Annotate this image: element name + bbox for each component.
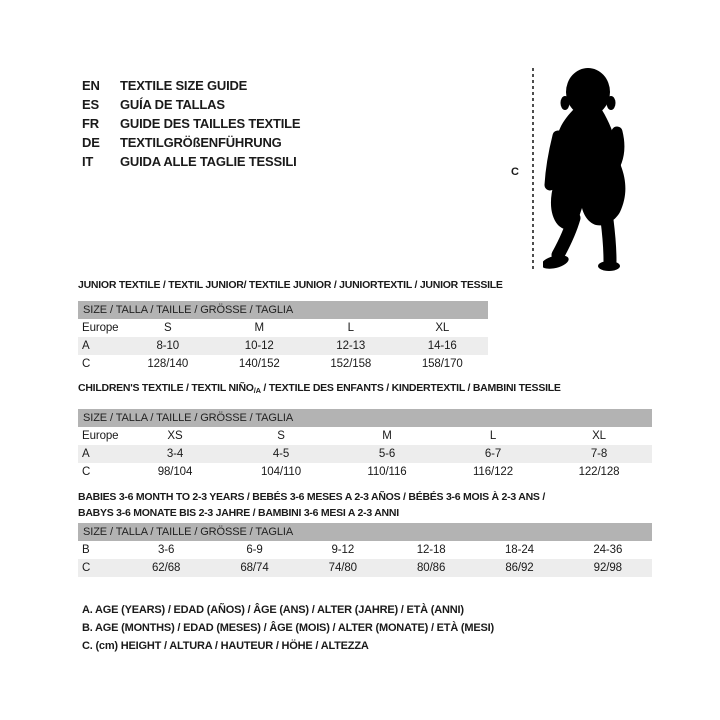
cell-value: 7-8 bbox=[590, 448, 608, 460]
table-row-c bbox=[78, 559, 652, 577]
title-line: BABIES 3-6 MONTH TO 2-3 YEARS / BEBÉS 3-6 MESES A 2-3 AÑOS / BÉBÉS 3-6 MOIS À 2-3 ANS / bbox=[78, 491, 546, 503]
language-row-es bbox=[82, 95, 300, 114]
table-row-a bbox=[78, 337, 488, 355]
cell-value: 80/86 bbox=[417, 562, 446, 574]
legend-note-c: C. (cm) HEIGHT / ALTURA / HAUTEUR / HÖHE / ALTEZZA bbox=[82, 640, 369, 652]
legend-note-a: A. AGE (YEARS) / EDAD (AÑOS) / ÂGE (ANS) / ALTER (JAHRE) / ETÀ (ANNI) bbox=[82, 604, 464, 616]
table-row-europe bbox=[78, 319, 488, 337]
cell-value: 12-18 bbox=[416, 544, 446, 556]
cell-value: 9-12 bbox=[331, 544, 355, 556]
table-header-bar: SIZE / TALLA / TAILLE / GRÖSSE / TAGLIA bbox=[78, 409, 652, 427]
cell-value: 62/68 bbox=[152, 562, 181, 574]
language-label: TEXTILGRÖßENFÜHRUNG bbox=[120, 135, 282, 150]
language-label: GUÍA DE TALLAS bbox=[120, 97, 225, 112]
cell-value: 92/98 bbox=[593, 562, 622, 574]
cell-value: 3-6 bbox=[158, 544, 175, 556]
junior-textile-section bbox=[78, 279, 503, 373]
row-label: C bbox=[82, 562, 91, 574]
cell-value: 68/74 bbox=[240, 562, 269, 574]
row-label: C bbox=[82, 358, 91, 370]
cell-value: 5-6 bbox=[378, 448, 396, 460]
cell-value: L bbox=[347, 322, 354, 334]
cell-value: 10-12 bbox=[244, 340, 274, 352]
title-line: BABYS 3-6 MONATE BIS 2-3 JAHRE / BAMBINI 3-6 MESI A 2-3 ANNI bbox=[78, 507, 399, 519]
toddler-silhouette-icon bbox=[543, 66, 638, 272]
row-label: Europe bbox=[82, 322, 119, 334]
cell-value: 104/110 bbox=[260, 466, 302, 478]
language-code: ES bbox=[82, 97, 99, 112]
cell-value: 4-5 bbox=[272, 448, 290, 460]
language-label: TEXTILE SIZE GUIDE bbox=[120, 78, 248, 93]
row-label: B bbox=[82, 544, 90, 556]
cell-value: 8-10 bbox=[156, 340, 180, 352]
language-row-fr bbox=[82, 114, 300, 133]
table-title bbox=[78, 382, 652, 397]
cell-value: 24-36 bbox=[593, 544, 623, 556]
cell-value: XL bbox=[435, 322, 450, 334]
cell-value: 6-9 bbox=[246, 544, 263, 556]
table-row-c bbox=[78, 355, 488, 373]
cell-value: 74/80 bbox=[328, 562, 357, 574]
cell-value: M bbox=[382, 430, 392, 442]
title-part: / TEXTILE DES ENFANTS / KINDERTEXTIL / BAMBINI TESSILE bbox=[260, 382, 561, 394]
cell-value: 3-4 bbox=[166, 448, 184, 460]
language-row-de bbox=[82, 133, 300, 152]
table-row-a bbox=[78, 445, 652, 463]
language-label: GUIDE DES TAILLES TEXTILE bbox=[120, 116, 301, 131]
table-title: JUNIOR TEXTILE / TEXTIL JUNIOR/ TEXTILE JUNIOR / JUNIORTEXTIL / JUNIOR TESSILE bbox=[78, 279, 503, 291]
table-header-bar: SIZE / TALLA / TAILLE / GRÖSSE / TAGLIA bbox=[78, 523, 652, 541]
cell-value: 140/152 bbox=[238, 358, 280, 370]
height-measure-label: C bbox=[511, 166, 519, 178]
babies-textile-section bbox=[78, 489, 652, 577]
title-part: CHILDREN'S TEXTILE / TEXTIL NIÑO bbox=[78, 382, 254, 394]
table-row-c bbox=[78, 463, 652, 481]
language-row-en bbox=[82, 76, 300, 95]
legend-notes bbox=[82, 601, 494, 655]
childrens-textile-section bbox=[78, 382, 652, 481]
cell-value: 158/170 bbox=[421, 358, 463, 370]
language-list bbox=[82, 76, 300, 171]
language-code: FR bbox=[82, 116, 99, 131]
cell-value: 6-7 bbox=[484, 448, 502, 460]
table-header-bar: SIZE / TALLA / TAILLE / GRÖSSE / TAGLIA bbox=[78, 301, 488, 319]
cell-value: 152/158 bbox=[330, 358, 372, 370]
table-row-b bbox=[78, 541, 652, 559]
cell-value: 18-24 bbox=[505, 544, 534, 556]
cell-value: 116/122 bbox=[472, 466, 514, 478]
title-subscript: /A bbox=[253, 386, 261, 395]
row-label: C bbox=[82, 466, 91, 478]
height-measure-dashed-line bbox=[532, 68, 534, 270]
cell-value: S bbox=[277, 430, 285, 442]
row-label: A bbox=[82, 340, 90, 352]
cell-value: 98/104 bbox=[157, 466, 193, 478]
cell-value: XL bbox=[592, 430, 606, 442]
language-code: EN bbox=[82, 78, 100, 93]
row-label: A bbox=[82, 448, 90, 460]
cell-value: 12-13 bbox=[336, 340, 366, 352]
language-code: IT bbox=[82, 154, 94, 169]
cell-value: 110/116 bbox=[367, 466, 407, 478]
language-label: GUIDA ALLE TAGLIE TESSILI bbox=[120, 154, 297, 169]
cell-value: 122/128 bbox=[578, 466, 620, 478]
cell-value: L bbox=[489, 430, 497, 442]
language-code: DE bbox=[82, 135, 100, 150]
cell-value: M bbox=[254, 322, 264, 334]
cell-value: 86/92 bbox=[505, 562, 534, 574]
table-title bbox=[78, 489, 652, 521]
cell-value: 14-16 bbox=[427, 340, 457, 352]
cell-value: S bbox=[163, 322, 172, 334]
row-label: Europe bbox=[82, 430, 119, 442]
cell-value: 128/140 bbox=[147, 358, 189, 370]
table-row-europe bbox=[78, 427, 652, 445]
cell-value: XS bbox=[167, 430, 183, 442]
language-row-it bbox=[82, 152, 300, 171]
legend-note-b: B. AGE (MONTHS) / EDAD (MESES) / ÂGE (MOIS) / ALTER (MONATE) / ETÀ (MESI) bbox=[82, 622, 494, 634]
